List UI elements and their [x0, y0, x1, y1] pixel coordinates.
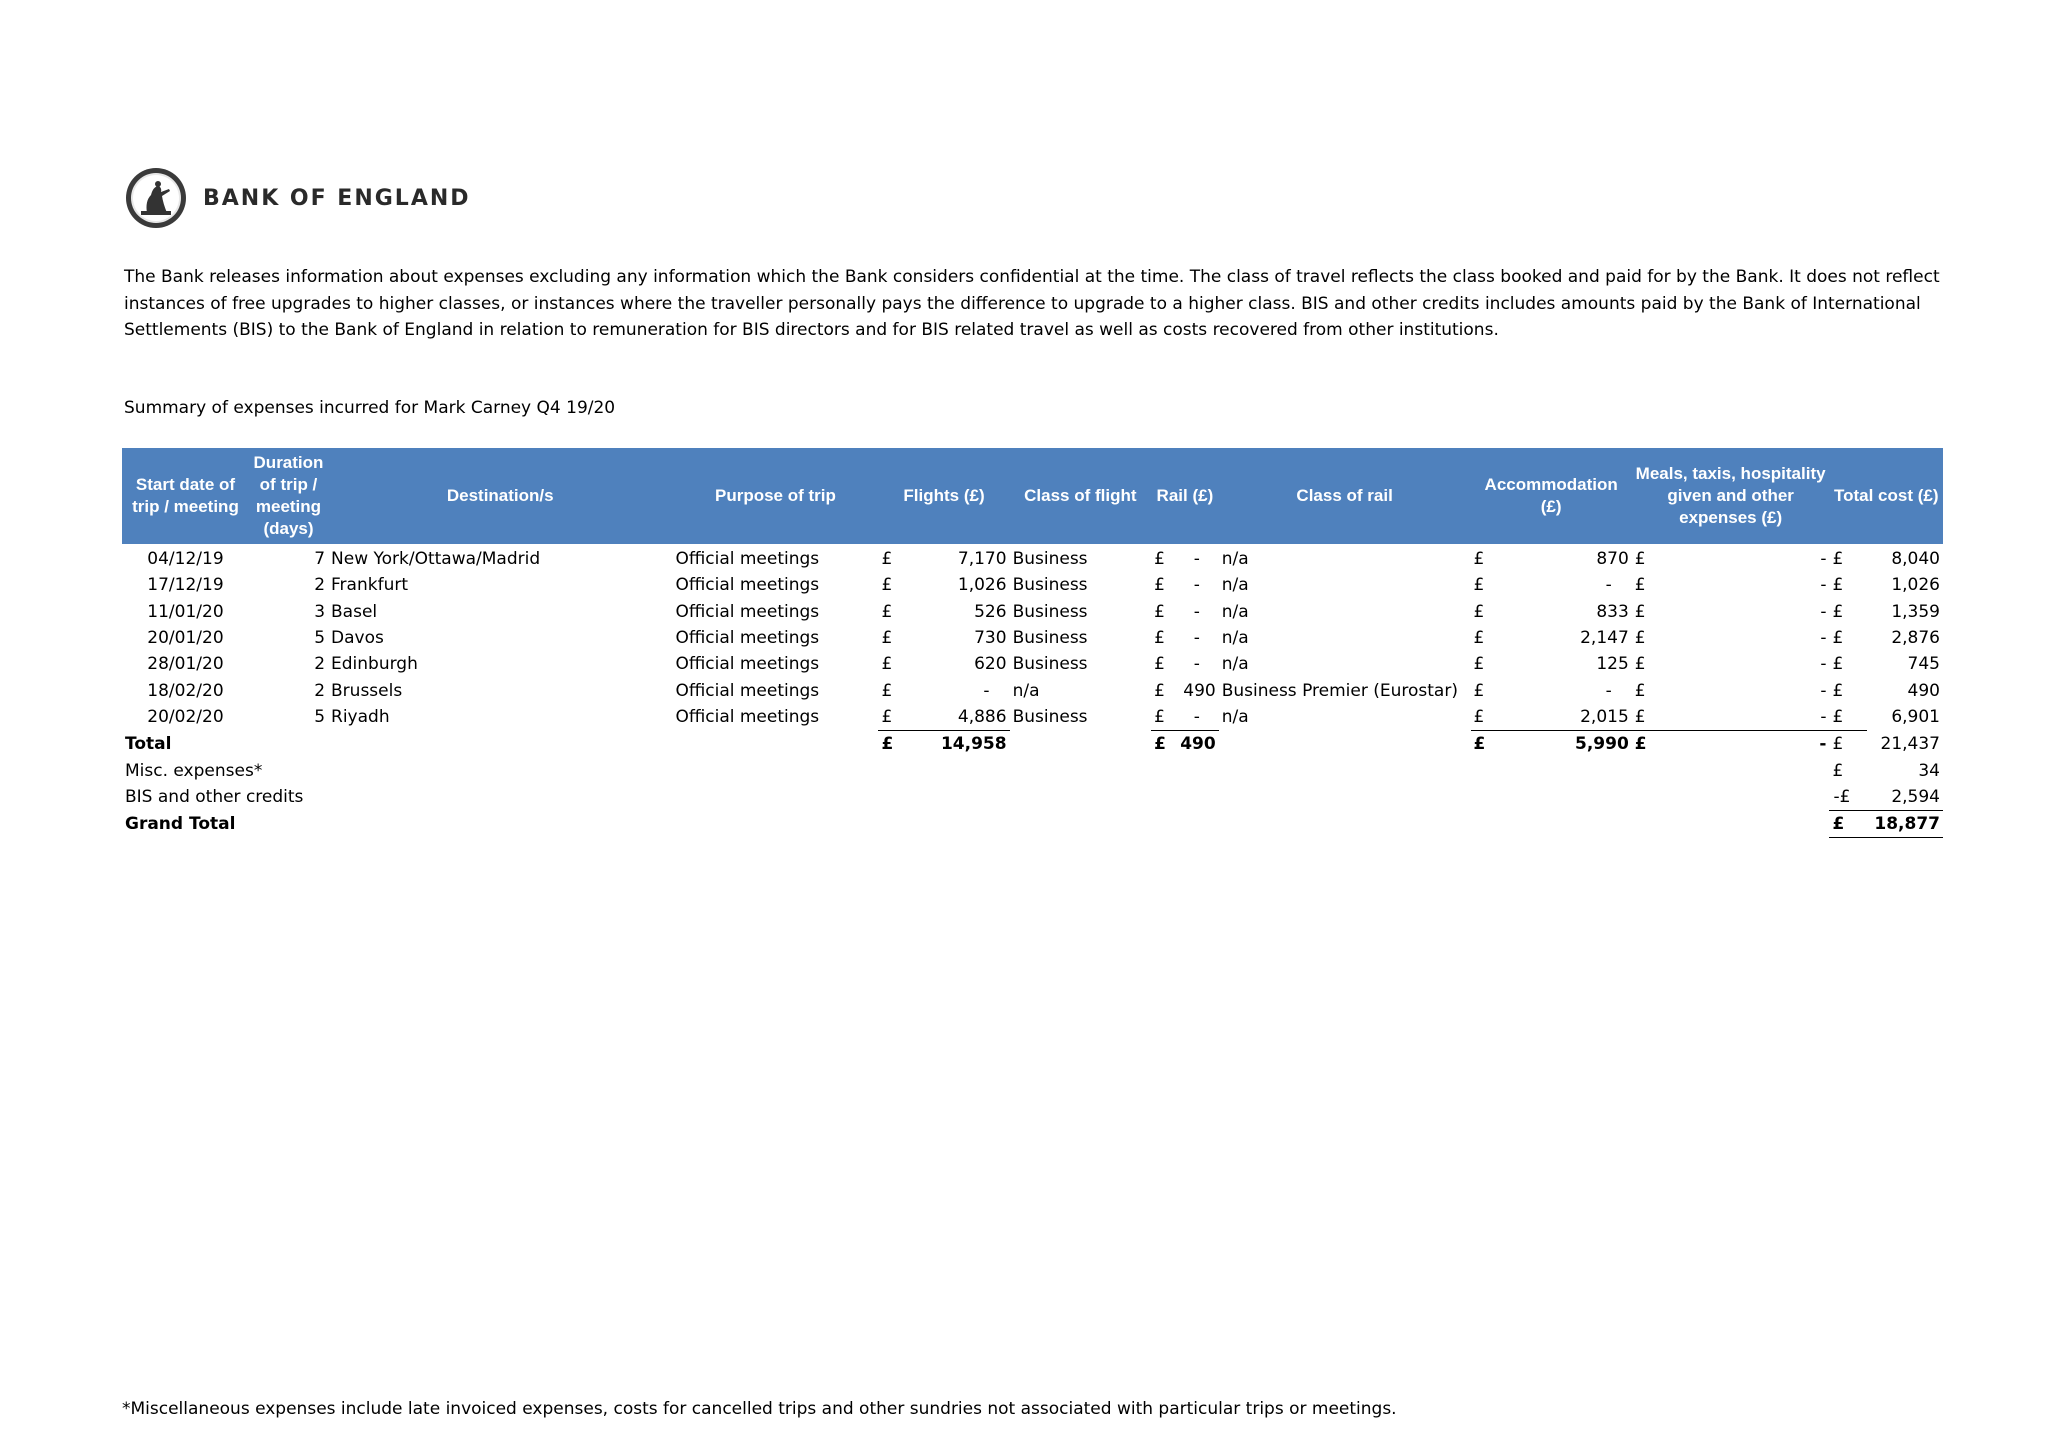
col-header-start-date: Start date of trip / meeting [122, 448, 249, 544]
currency-symbol: £ [1634, 628, 1646, 649]
cell-meals: - [1820, 628, 1827, 649]
total-label: Total [125, 733, 172, 754]
currency-symbol: £ [1832, 575, 1844, 596]
cell-class-flight: Business [1012, 601, 1088, 622]
cell-class-rail: Business Premier (Eurostar) [1221, 680, 1458, 701]
currency-symbol: £ [1829, 731, 1866, 758]
cell-class-rail: n/a [1221, 654, 1249, 675]
cell-rail: - [1193, 654, 1200, 675]
cell-class-rail: n/a [1221, 707, 1249, 728]
cell-rail: 490 [1183, 680, 1216, 701]
table-row [122, 704, 1943, 731]
cell-destination: Riyadh [331, 707, 390, 728]
currency-symbol: £ [1473, 601, 1485, 622]
currency-symbol: £ [1632, 731, 1656, 758]
currency-symbol: £ [1832, 628, 1844, 649]
cell-meals: - [1820, 680, 1827, 701]
cell-meals: - [1820, 549, 1827, 570]
cell-total: 490 [1907, 680, 1940, 701]
cell-purpose: Official meetings [675, 549, 820, 570]
cell-accommodation: 833 [1596, 601, 1629, 622]
cell-date: 18/02/20 [147, 680, 224, 701]
currency-symbol: £ [1832, 680, 1844, 701]
currency-symbol: £ [1473, 628, 1485, 649]
cell-purpose: Official meetings [675, 680, 820, 701]
table-row [122, 677, 1943, 703]
cell-days: 2 [314, 654, 326, 675]
currency-symbol: £ [1832, 706, 1844, 727]
cell-days: 7 [314, 549, 326, 570]
currency-symbol: £ [1832, 601, 1844, 622]
currency-symbol: £ [1632, 704, 1656, 731]
currency-symbol: £ [1471, 704, 1495, 731]
grand-total: 18,877 [1867, 810, 1943, 837]
currency-symbol: £ [881, 628, 893, 649]
currency-symbol: £ [1832, 760, 1844, 781]
col-header-duration: Duration of trip / meeting (days) [249, 448, 328, 544]
currency-symbol: £ [878, 704, 902, 731]
cell-accommodation: 870 [1596, 549, 1629, 570]
expenses-table [122, 448, 1943, 838]
currency-symbol: £ [1832, 549, 1844, 570]
cell-total: 2,876 [1891, 628, 1940, 649]
cell-meals: - [1820, 601, 1827, 622]
col-header-class-rail: Class of rail [1219, 448, 1471, 544]
cell-class-rail: n/a [1221, 628, 1249, 649]
misc-total: 34 [1918, 760, 1940, 781]
total-row [122, 731, 1943, 758]
currency-symbol: £ [1634, 549, 1646, 570]
cell-date: 17/12/19 [147, 575, 224, 596]
table-header-row [122, 448, 1943, 544]
bank-of-england-seal-icon [125, 167, 187, 229]
cell-accommodation: - [1605, 680, 1612, 701]
cell-date: 28/01/20 [147, 654, 224, 675]
currency-symbol: £ [881, 680, 893, 701]
cell-meals: - [1820, 575, 1827, 596]
currency-symbol: £ [881, 549, 893, 570]
cell-accommodation: 125 [1596, 654, 1629, 675]
table-row [122, 544, 1943, 572]
cell-total: 1,359 [1891, 601, 1940, 622]
cell-purpose: Official meetings [675, 601, 820, 622]
cell-date: 20/02/20 [147, 707, 224, 728]
cell-class-flight: Business [1012, 628, 1088, 649]
currency-symbol: £ [1154, 734, 1166, 755]
cell-purpose: Official meetings [675, 575, 820, 596]
cell-destination: Basel [331, 601, 378, 622]
currency-symbol: £ [1151, 704, 1175, 731]
bis-row [122, 784, 1943, 811]
cell-class-rail: n/a [1221, 575, 1249, 596]
footnote: *Miscellaneous expenses include late invoiced expenses, costs for cancelled trips and other sundries not associated with particular trips or meetings. [122, 1399, 1397, 1419]
cell-purpose: Official meetings [675, 707, 820, 728]
currency-symbol: £ [1154, 654, 1165, 675]
currency-symbol: £ [881, 654, 893, 675]
currency-symbol: £ [881, 601, 893, 622]
cell-date: 20/01/20 [147, 628, 224, 649]
cell-class-flight: Business [1012, 575, 1088, 596]
cell-accommodation: 2,147 [1580, 628, 1629, 649]
currency-symbol: £ [1634, 575, 1646, 596]
cell-destination: Brussels [331, 680, 403, 701]
col-header-accommodation: Accommodation (£) [1471, 448, 1632, 544]
currency-symbol-negative: -£ [1829, 784, 1866, 811]
total-cost: 21,437 [1880, 733, 1940, 754]
col-header-purpose: Purpose of trip [672, 448, 878, 544]
cell-days: 5 [314, 628, 326, 649]
cell-rail: - [1193, 575, 1200, 596]
cell-class-flight: Business [1012, 549, 1088, 570]
currency-symbol: £ [1154, 601, 1165, 622]
total-flights: 14,958 [940, 734, 1007, 755]
currency-symbol: £ [1634, 601, 1646, 622]
col-header-rail: Rail (£) [1151, 448, 1219, 544]
cell-rail: - [1193, 601, 1200, 622]
cell-rail: - [1193, 628, 1200, 649]
currency-symbol: £ [1829, 810, 1866, 837]
grand-total-label: Grand Total [125, 814, 236, 835]
cell-meals: - [1656, 704, 1830, 731]
cell-total: 1,026 [1891, 575, 1940, 596]
cell-accommodation: - [1605, 575, 1612, 596]
cell-class-rail: n/a [1221, 601, 1249, 622]
cell-accommodation: 2,015 [1494, 704, 1631, 731]
cell-flights: - [983, 680, 990, 701]
cell-class-rail: n/a [1221, 549, 1249, 570]
table-row [122, 625, 1943, 651]
cell-days: 3 [314, 601, 326, 622]
cell-flights: 620 [974, 654, 1007, 675]
cell-days: 5 [314, 707, 326, 728]
cell-flights: 526 [974, 601, 1007, 622]
currency-symbol: £ [1154, 680, 1165, 701]
cell-date: 04/12/19 [147, 549, 224, 570]
misc-label: Misc. expenses* [125, 760, 263, 781]
cell-destination: Frankfurt [331, 575, 408, 596]
currency-symbol: £ [1634, 654, 1646, 675]
col-header-class-flight: Class of flight [1010, 448, 1152, 544]
cell-class-flight: n/a [1012, 680, 1040, 701]
currency-symbol: £ [1634, 680, 1646, 701]
total-accommodation: 5,990 [1494, 731, 1631, 758]
currency-symbol: £ [1473, 549, 1485, 570]
cell-purpose: Official meetings [675, 628, 820, 649]
grand-total-row [122, 810, 1943, 837]
table-row [122, 572, 1943, 598]
cell-purpose: Official meetings [675, 654, 820, 675]
cell-destination: New York/Ottawa/Madrid [331, 549, 541, 570]
col-header-total: Total cost (£) [1829, 448, 1943, 544]
table-row [122, 599, 1943, 625]
cell-days: 2 [314, 575, 326, 596]
total-rail: 490 [1180, 734, 1216, 755]
cell-total: 8,040 [1891, 549, 1940, 570]
currency-symbol: £ [1473, 654, 1485, 675]
bis-total: 2,594 [1867, 784, 1943, 811]
logo-text: BANK OF ENGLAND [203, 185, 471, 211]
cell-flights: 730 [974, 628, 1007, 649]
cell-meals: - [1820, 654, 1827, 675]
summary-title: Summary of expenses incurred for Mark Carney Q4 19/20 [124, 398, 616, 418]
intro-text: The Bank releases information about expenses excluding any information which the Bank considers confidential at the time. The class of travel reflects the class booked and paid for by the Bank. It does not reflect instances of free upgrades to higher classes, or instances where the traveller personally pays the difference to upgrade to a higher class. BIS and other credits includes amounts paid by the Bank of International Settlements (BIS) to the Bank of England in relation to remuneration for BIS directors and for BIS related travel as well as costs recovered from other institutions. [124, 267, 1940, 340]
currency-symbol: £ [881, 734, 894, 755]
cell-destination: Edinburgh [331, 654, 418, 675]
currency-symbol: £ [1832, 654, 1844, 675]
table-row [122, 651, 1943, 677]
cell-days: 2 [314, 680, 326, 701]
currency-symbol: £ [1154, 628, 1165, 649]
cell-class-flight: Business [1012, 707, 1088, 728]
cell-date: 11/01/20 [147, 601, 224, 622]
currency-symbol: £ [1473, 734, 1486, 755]
total-meals: - [1656, 731, 1830, 758]
currency-symbol: £ [881, 575, 893, 596]
cell-rail: - [1193, 549, 1200, 570]
cell-destination: Davos [331, 628, 384, 649]
currency-symbol: £ [1154, 549, 1165, 570]
col-header-flights: Flights (£) [878, 448, 1009, 544]
cell-total: 6,901 [1891, 707, 1940, 728]
cell-flights: 4,886 [902, 704, 1009, 731]
bis-label: BIS and other credits [125, 787, 304, 808]
currency-symbol: £ [1154, 575, 1165, 596]
col-header-meals: Meals, taxis, hospitality given and other expenses (£) [1632, 448, 1830, 544]
cell-flights: 1,026 [957, 575, 1007, 596]
misc-row [122, 757, 1943, 783]
logo [125, 168, 471, 228]
cell-flights: 7,170 [957, 549, 1007, 570]
currency-symbol: £ [1473, 575, 1485, 596]
cell-total: 745 [1907, 654, 1940, 675]
cell-rail: - [1175, 704, 1219, 731]
cell-class-flight: Business [1012, 654, 1088, 675]
col-header-destination: Destination/s [328, 448, 672, 544]
currency-symbol: £ [1473, 680, 1485, 701]
